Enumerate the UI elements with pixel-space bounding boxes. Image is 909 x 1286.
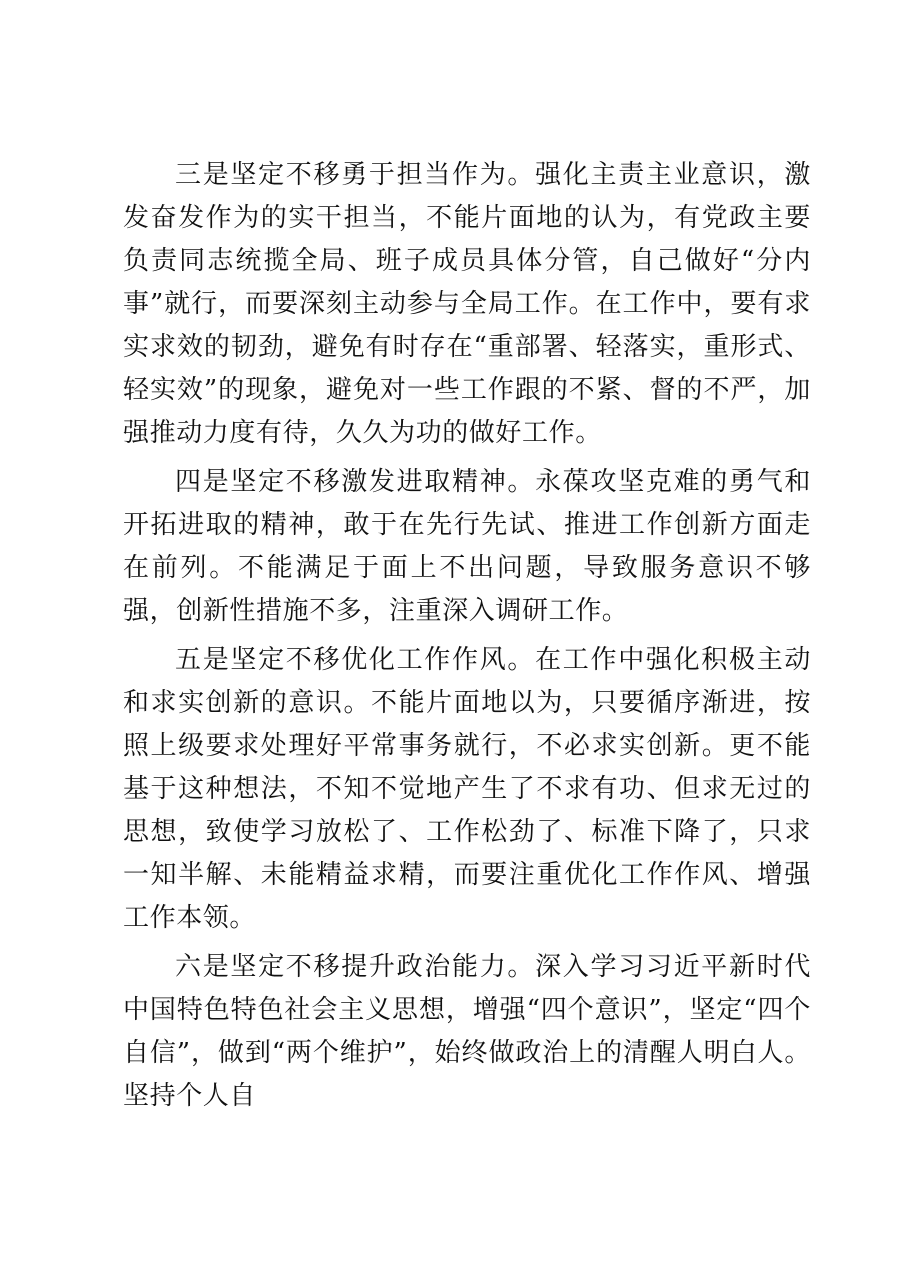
paragraph-3-commitment: 三是坚定不移勇于担当作为。强化主责主业意识，激发奋发作为的实干担当，不能片面地的认为，有党政主要负责同志统揽全局、班子成员具体分管，自己做好“分内事”就行，而要深刻主动参与全局工作。在工作中，要有求实求效的韧劲，避免有时存在“重部署、轻落实，重形式、轻实效”的现象，避免对一些工作跟的不紧、督的不严，加强推动力度有待，久久为功的做好工作。 (123, 160, 811, 448)
paragraph-6-political-ability: 六是坚定不移提升政治能力。深入学习习近平新时代中国特色特色社会主义思想，增强“四个意识”，坚定“四个自信”，做到“两个维护”，始终做政治上的清醒人明白人。坚持个人自 (123, 952, 811, 1111)
paragraph-5-work-style: 五是坚定不移优化工作作风。在工作中强化积极主动和求实创新的意识。不能片面地以为，只要循序渐进，按照上级要求处理好平常事务就行，不必求实创新。更不能基于这种想法，不知不觉地产生了不求有功、但求无过的思想，致使学习放松了、工作松劲了、标准下降了，只求一知半解、未能精益求精，而要注重优化工作作风、增强工作本领。 (123, 645, 811, 933)
paragraph-4-enterprising-spirit: 四是坚定不移激发进取精神。永葆攻坚克难的勇气和开拓进取的精神，敢于在先行先试、推进工作创新方面走在前列。不能满足于面上不出问题，导致服务意识不够强，创新性措施不多，注重深入调研工作。 (123, 467, 811, 626)
document-body (123, 154, 811, 1124)
